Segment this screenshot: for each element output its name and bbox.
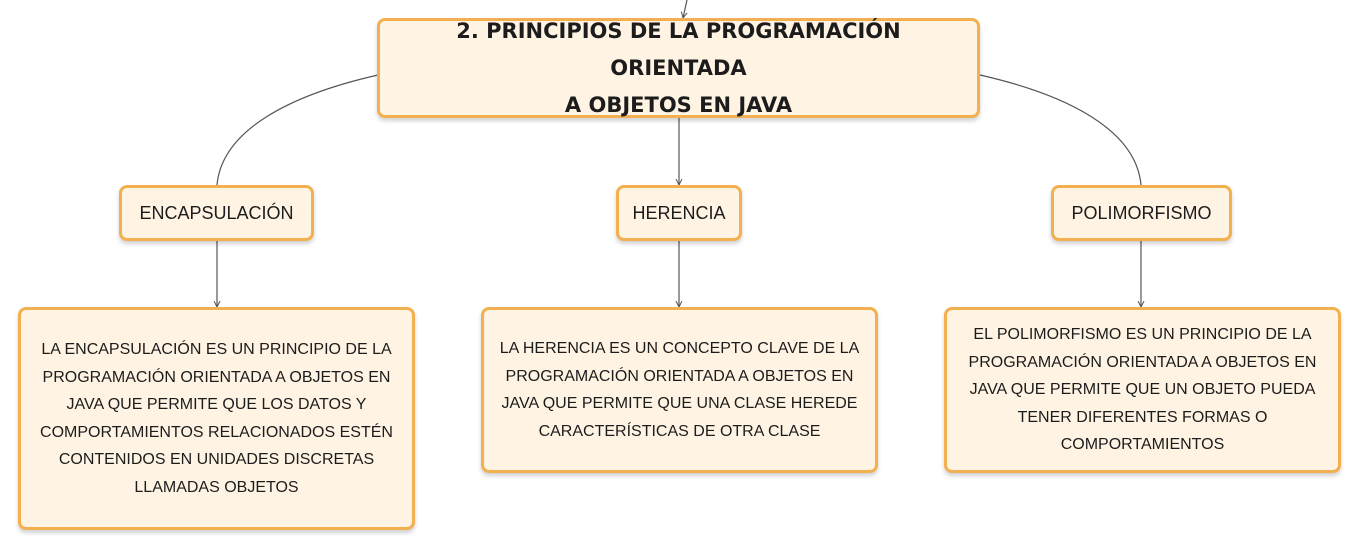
description-text-herencia: LA HERENCIA ES UN CONCEPTO CLAVE DE LA PROGRAMACIÓN ORIENTADA A OBJETOS EN JAVA QUE PERMITE QUE UNA CLASE HEREDE CARACTERÍSTICAS DE OTRA CLASE bbox=[499, 340, 860, 440]
description-node-polimorfismo[interactable] bbox=[944, 307, 1341, 473]
topic-node-encapsulacion[interactable] bbox=[119, 185, 314, 241]
description-text-encapsulacion: LA ENCAPSULACIÓN ES UN PRINCIPIO DE LA PROGRAMACIÓN ORIENTADA A OBJETOS EN JAVA QUE PERMITE QUE LOS DATOS Y COMPORTAMIENTOS RELACIONADOS ESTÉN CONTENIDOS EN UNIDADES DISCRETAS LLAMADAS OBJETOS bbox=[40, 341, 393, 496]
topic-label-herencia: HERENCIA bbox=[632, 202, 726, 223]
topic-node-herencia[interactable] bbox=[616, 185, 742, 241]
root-title bbox=[394, 13, 963, 124]
description-text-polimorfismo: EL POLIMORFISMO ES UN PRINCIPIO DE LA PROGRAMACIÓN ORIENTADA A OBJETOS EN JAVA QUE PERMITE QUE UN OBJETO PUEDA TENER DIFERENTES FORMAS O COMPORTAMIENTOS bbox=[968, 326, 1317, 454]
topic-node-polimorfismo[interactable] bbox=[1051, 185, 1232, 241]
connector-root-to-polimorfismo bbox=[980, 75, 1141, 185]
root-title-line-1: 2. PRINCIPIOS DE LA PROGRAMACIÓN ORIENTADA bbox=[456, 18, 901, 80]
topic-label-polimorfismo: POLIMORFISMO bbox=[1071, 202, 1212, 223]
topic-label-encapsulacion: ENCAPSULACIÓN bbox=[139, 202, 294, 223]
root-node[interactable] bbox=[377, 18, 980, 118]
root-title-line-2: A OBJETOS EN JAVA bbox=[564, 92, 793, 117]
description-node-encapsulacion[interactable] bbox=[18, 307, 415, 530]
description-node-herencia[interactable] bbox=[481, 307, 878, 473]
connector-root-to-encapsulacion bbox=[217, 75, 378, 185]
